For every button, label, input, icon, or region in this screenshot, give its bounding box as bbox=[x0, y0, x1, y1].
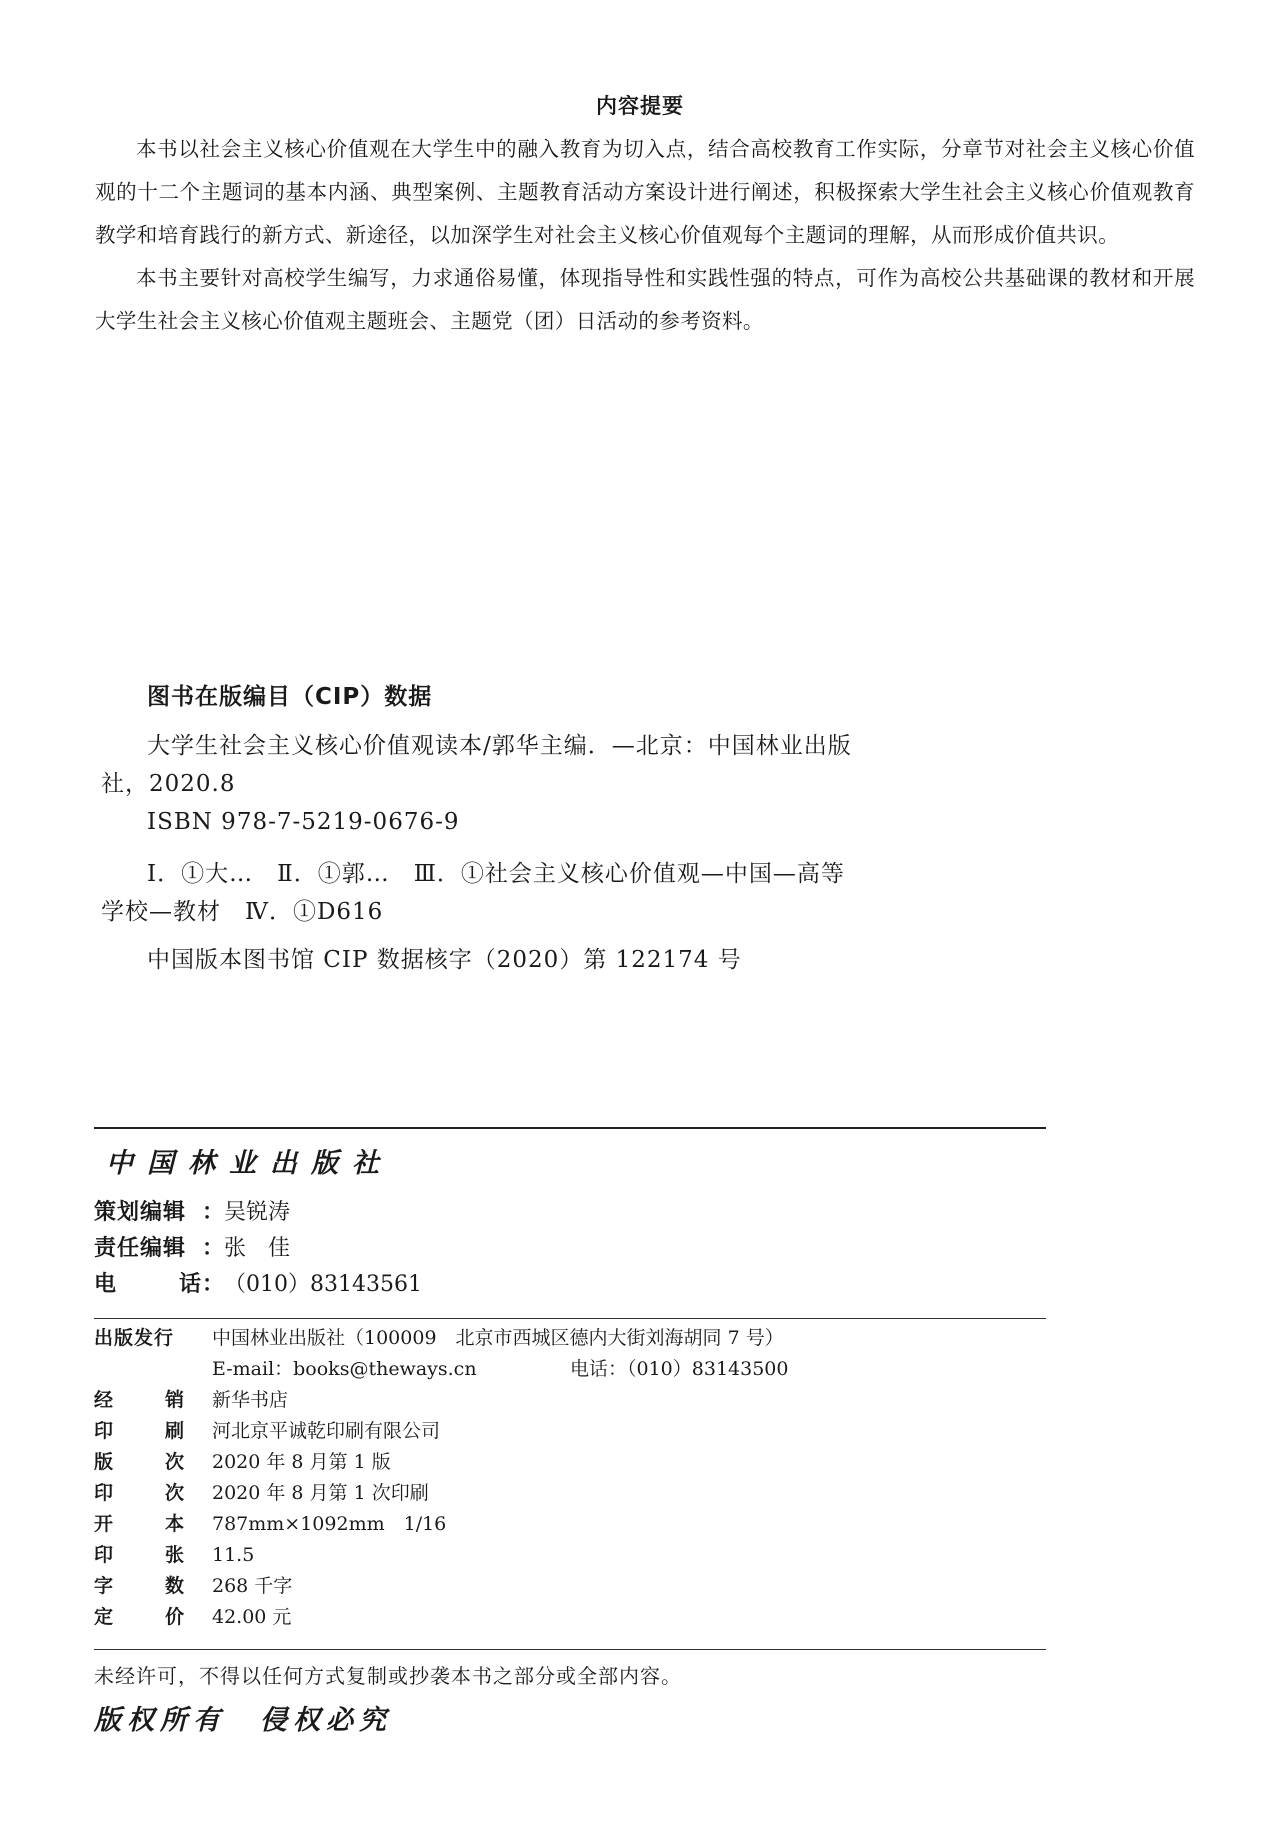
spec-row: 版 次 2020 年 8 月第 1 版 bbox=[94, 1447, 788, 1478]
divider bbox=[94, 1127, 1046, 1129]
cip-title-line: 大学生社会主义核心价值观读本/郭华主编．—北京：中国林业出版 bbox=[147, 733, 852, 759]
spec-row: 字 数 268 千字 bbox=[94, 1571, 788, 1602]
spec-row: 经 销 新华书店 bbox=[94, 1385, 788, 1416]
divider bbox=[94, 1318, 1046, 1319]
contact-row bbox=[94, 1354, 788, 1385]
editor-value: 吴锐涛 bbox=[224, 1200, 291, 1225]
phone-label: 电 话 bbox=[94, 1272, 202, 1297]
spec-value: 新华书店 bbox=[212, 1389, 289, 1411]
spec-value: 2020 年 8 月第 1 版 bbox=[212, 1451, 391, 1473]
spec-value: 42.00 元 bbox=[212, 1606, 292, 1628]
rights-reserved: 版权所有 侵权必究 bbox=[94, 1705, 392, 1736]
cip-title-line-cont: 社，2020.8 bbox=[101, 771, 236, 797]
distribution-phone: 电话：（010）83143500 bbox=[570, 1358, 789, 1380]
spec-value: 2020 年 8 月第 1 次印刷 bbox=[212, 1482, 429, 1504]
divider bbox=[94, 1649, 1046, 1650]
summary-body bbox=[95, 128, 1195, 343]
editor-label: 责任编辑 bbox=[94, 1236, 187, 1261]
spec-row: 定 价 42.00 元 bbox=[94, 1602, 788, 1633]
spec-value: 268 千字 bbox=[212, 1575, 293, 1597]
summary-paragraph: 本书主要针对高校学生编写，力求通俗易懂，体现指导性和实践性强的特点，可作为高校公共基础课的教材和开展大学生社会主义核心价值观主题班会、主题党（团）日活动的参考资料。 bbox=[95, 266, 1195, 333]
editor-row: 策划编辑 ： 吴锐涛 bbox=[94, 1195, 422, 1231]
spec-value: 11.5 bbox=[212, 1544, 255, 1566]
cip-isbn: ISBN 978-7-5219-0676-9 bbox=[147, 809, 460, 835]
cip-classification: Ⅰ．①大… Ⅱ．①郭… Ⅲ．①社会主义核心价值观—中国—高等 bbox=[147, 861, 845, 887]
cip-heading: 图书在版编目（CIP）数据 bbox=[147, 684, 433, 710]
editor-value: 张 佳 bbox=[224, 1236, 291, 1261]
spec-value: 787mm×1092mm 1/16 bbox=[212, 1513, 447, 1535]
cip-record bbox=[101, 727, 1047, 979]
summary-paragraph: 本书以社会主义核心价值观在大学生中的融入教育为切入点，结合高校教育工作实际，分章节对社会主义核心价值观的十二个主题词的基本内涵、典型案例、主题教育活动方案设计进行阐述，积极探索大学生社会主义核心价值观教育教学和培育践行的新方式、新途径，以加深学生对社会主义核心价值观每个主题词的理解，从而形成价值共识。 bbox=[95, 137, 1195, 247]
cip-verification: 中国版本图书馆 CIP 数据核字（2020）第 122174 号 bbox=[147, 947, 742, 973]
email-text: E-mail：books@theways.cn bbox=[212, 1358, 477, 1380]
spec-row: 印 刷 河北京平诚乾印刷有限公司 bbox=[94, 1416, 788, 1447]
phone-value: （010）83143561 bbox=[224, 1272, 422, 1297]
summary-title: 内容提要 bbox=[596, 94, 684, 118]
spec-row: 印 张 11.5 bbox=[94, 1540, 788, 1571]
spec-row: 开 本 787mm×1092mm 1/16 bbox=[94, 1509, 788, 1540]
publication-specs bbox=[94, 1323, 788, 1633]
spec-row-distribution bbox=[94, 1323, 788, 1354]
phone-row: 电 话 ： （010）83143561 bbox=[94, 1267, 422, 1303]
spec-row: 印 次 2020 年 8 月第 1 次印刷 bbox=[94, 1478, 788, 1509]
editor-row: 责任编辑 ： 张 佳 bbox=[94, 1231, 422, 1267]
copyright-notice: 未经许可，不得以任何方式复制或抄袭本书之部分或全部内容。 bbox=[94, 1664, 682, 1688]
editor-label: 策划编辑 bbox=[94, 1200, 187, 1225]
spec-label: 出版发行 bbox=[94, 1327, 175, 1349]
publisher-name: 中国林业出版社 bbox=[106, 1148, 393, 1179]
editors-list bbox=[94, 1195, 422, 1303]
spec-value: 河北京平诚乾印刷有限公司 bbox=[212, 1420, 441, 1442]
spec-value: 中国林业出版社（100009 北京市西城区德内大街刘海胡同 7 号） bbox=[212, 1327, 784, 1349]
cip-classification-cont: 学校—教材 Ⅳ．①D616 bbox=[101, 899, 384, 925]
